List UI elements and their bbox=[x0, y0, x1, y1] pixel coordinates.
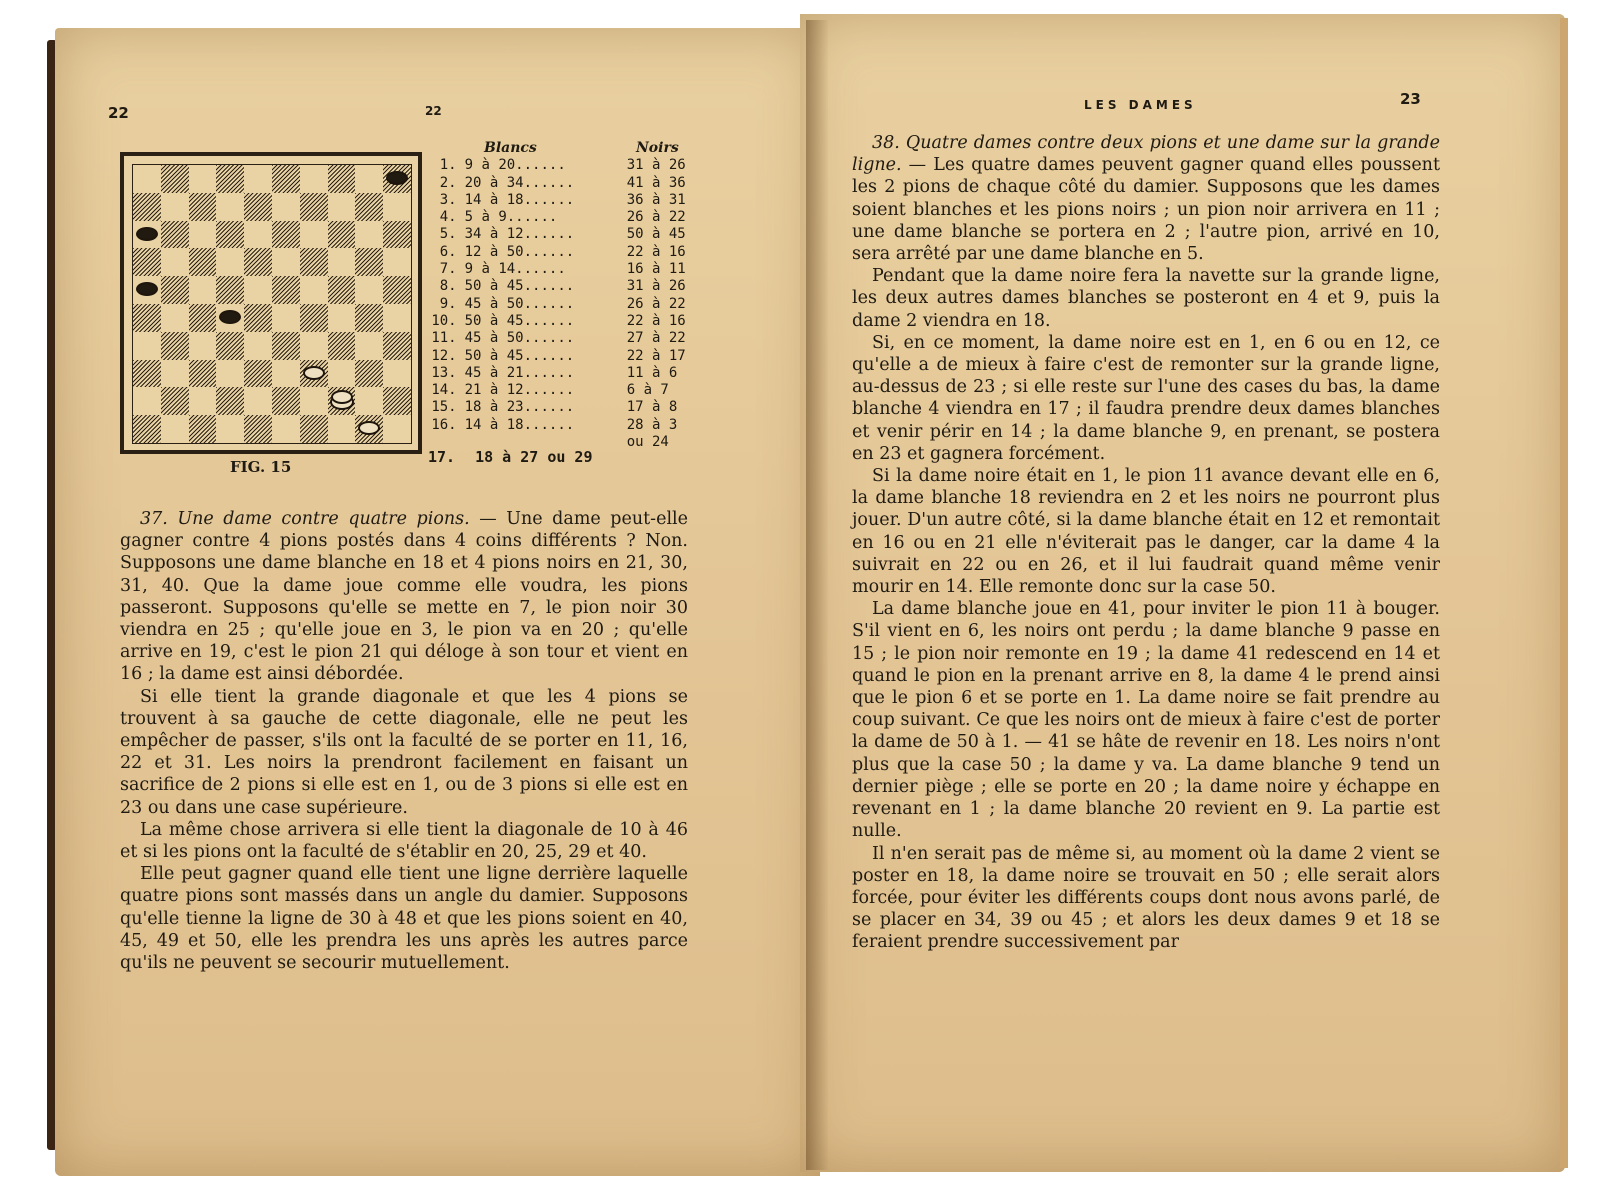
move-number: 15. bbox=[431, 399, 457, 416]
move-number: 12. bbox=[431, 347, 457, 364]
board-square bbox=[161, 415, 189, 443]
board-square bbox=[383, 360, 411, 388]
board-square bbox=[272, 304, 300, 332]
move-black: 26 à 22 bbox=[626, 295, 686, 312]
move-row bbox=[428, 313, 703, 330]
move-black: 16 à 11 bbox=[626, 261, 686, 278]
board-square bbox=[216, 304, 244, 332]
board-square bbox=[328, 304, 356, 332]
board-square bbox=[216, 193, 244, 221]
board-square bbox=[189, 304, 217, 332]
board-square bbox=[133, 415, 161, 443]
board-square bbox=[383, 387, 411, 415]
move-continuation-text: ou 24 bbox=[626, 434, 669, 451]
page-edges bbox=[1560, 18, 1568, 1168]
board-square bbox=[272, 360, 300, 388]
move-black: 22 à 16 bbox=[626, 312, 686, 329]
section-title-37: 37. Une dame contre quatre pions. — bbox=[140, 509, 497, 529]
board-square bbox=[161, 360, 189, 388]
move-number: 3. bbox=[439, 191, 457, 208]
move-white: 20 à 34...... bbox=[464, 174, 575, 191]
move-white: 9 à 14...... bbox=[464, 261, 566, 278]
paragraph: La dame blanche joue en 41, pour inviter le pion 11 à bouger. S'il vient en 6, les noirs ont perdu ; la dame blanche 9 passe en 15 ; le pion noir remonte en 19 ; la dame 41 redescend en 14 et quand le pion en la prenant arrive en 8, la dame 4 le prend ainsi que le pion 6 et se porte en 1. La dame noire se fait prendre au coup suivant. Ce que les noirs ont de mieux à faire c'est de porter la dame de 50 à 1. — 41 se hâte de revenir en 18. Les noirs n'ont plus que la case 50 ; la dame y va. La dame blanche 9 tend un dernier piège ; elle se porte en 20 ; la dame noire y échappe en revenant en 1 ; la dame blanche 20 revient en 9. La partie est nulle. bbox=[852, 599, 1440, 842]
move-row bbox=[428, 226, 703, 243]
paragraph-text: Les quatre dames peuvent gagner quand elles poussent les 2 pions de chaque côté du damier. Supposons que les dames soient blanches et les pions noirs ; un pion noir arrivera en 11 ; une dame blanche se portera en 2 ; l'autre pion, arrivé en 10, sera arrêté par une dame blanche en 5. bbox=[852, 155, 1440, 265]
move-white: 14 à 18...... bbox=[464, 416, 575, 433]
move-17-number: 17. bbox=[428, 448, 456, 466]
board-square bbox=[272, 248, 300, 276]
board-square bbox=[161, 387, 189, 415]
board-square bbox=[161, 248, 189, 276]
board-square bbox=[383, 221, 411, 249]
board-square bbox=[244, 193, 272, 221]
paragraph-text: Une dame peut-elle gagner contre 4 pions postés dans 4 coins différents ? Non. Supposons une dame blanche en 18 et 4 pions noirs en 21, 30, 31, 40. Que la dame joue comme elle voudra, les pions passeront. Supposons qu'elle se mette en 7, le pion noir 30 viendra en 25 ; qu'elle joue en 3, le pion va en 20 ; qu'elle arrive en 19, c'est le pion 21 qui déloge à son tour et vient en 16 ; la dame est ainsi débordée. bbox=[120, 509, 688, 685]
paragraph bbox=[120, 508, 688, 686]
move-white: 50 à 45...... bbox=[464, 278, 575, 295]
board-square bbox=[328, 193, 356, 221]
board-square bbox=[161, 304, 189, 332]
board-square bbox=[133, 360, 161, 388]
move-black: 6 à 7 bbox=[626, 382, 669, 399]
board-square bbox=[300, 360, 328, 388]
left-page-number-secondary: 22 bbox=[425, 104, 442, 118]
paragraph bbox=[852, 132, 1440, 265]
board-square bbox=[216, 387, 244, 415]
board-square bbox=[300, 221, 328, 249]
board-square bbox=[244, 276, 272, 304]
paragraph: Elle peut gagner quand elle tient une ligne derrière laquelle quatre pions sont massés dans un angle du damier. Supposons qu'elle tienne la ligne de 30 à 48 et que les pions soient en 40, 45, 49 et 50, elle les prendra les uns après les autres parce qu'ils ne peuvent se secourir mutuellement. bbox=[120, 864, 688, 974]
move-number: 10. bbox=[431, 312, 457, 329]
board-square bbox=[355, 221, 383, 249]
board-square bbox=[189, 387, 217, 415]
checkers-board bbox=[132, 164, 412, 444]
board-square bbox=[216, 276, 244, 304]
move-white: 50 à 45...... bbox=[464, 312, 575, 329]
move-white: 5 à 9...... bbox=[464, 209, 558, 226]
board-square bbox=[161, 276, 189, 304]
board-square bbox=[216, 165, 244, 193]
move-black: 11 à 6 bbox=[626, 364, 678, 381]
board-square bbox=[272, 276, 300, 304]
board-square bbox=[272, 165, 300, 193]
board-square bbox=[300, 304, 328, 332]
move-black: 28 à 3 bbox=[626, 416, 678, 433]
move-number: 9. bbox=[439, 295, 457, 312]
board-square bbox=[328, 276, 356, 304]
board-square bbox=[244, 332, 272, 360]
move-number: 8. bbox=[439, 278, 457, 295]
right-page-body bbox=[852, 132, 1440, 954]
moves-header bbox=[428, 140, 703, 157]
board-square bbox=[133, 304, 161, 332]
board-square bbox=[244, 221, 272, 249]
move-number: 16. bbox=[431, 416, 457, 433]
board-square bbox=[328, 387, 356, 415]
move-white: 12 à 50...... bbox=[464, 243, 575, 260]
board-square bbox=[272, 193, 300, 221]
move-number: 14. bbox=[431, 382, 457, 399]
move-row bbox=[428, 192, 703, 209]
board-square bbox=[133, 276, 161, 304]
board-square bbox=[355, 248, 383, 276]
move-black: 26 à 22 bbox=[626, 209, 686, 226]
board-square bbox=[189, 165, 217, 193]
board-square bbox=[300, 165, 328, 193]
board-square bbox=[355, 360, 383, 388]
board-square bbox=[328, 360, 356, 388]
paragraph: Si la dame noire était en 1, le pion 11 avance devant elle en 6, la dame blanche 18 reviendra en 2 et les noirs ne pourront plus jouer. D'un autre côté, si la dame blanche était en 12 et remontait en 16 ou en 21 elle n'éviterait pas le danger, car la dame 4 la suivrait en 22 ou en 26, et il lui faudrait quand même venir mourir en 14. Elle remonte donc sur la case 50. bbox=[852, 466, 1440, 598]
board-square bbox=[355, 332, 383, 360]
board-square bbox=[189, 221, 217, 249]
move-number: 2. bbox=[439, 174, 457, 191]
board-square bbox=[328, 332, 356, 360]
board-square bbox=[133, 248, 161, 276]
paragraph: Si, en ce moment, la dame noire est en 1, en 6 ou en 12, ce qu'elle a de mieux à faire c'est de remonter sur la grande ligne, au-dessus de 23 ; si elle reste sur l'une des cases du bas, la dame blanche 4 viendra en 17 ; il faudra prendre deux dames blanches et venir périr en 14 ; la dame blanche 9, en prenant, se postera en 23 et gagnera forcément. bbox=[852, 332, 1440, 464]
move-black: 22 à 16 bbox=[626, 243, 686, 260]
figure-caption: FIG. 15 bbox=[230, 458, 292, 476]
move-number: 13. bbox=[431, 364, 457, 381]
book-spine bbox=[806, 20, 828, 1170]
board-square bbox=[300, 332, 328, 360]
paragraph: Si elle tient la grande diagonale et que les 4 pions se trouvent à sa gauche de cette diagonale, elle ne peut les empêcher de passer, s'ils ont la faculté de se porter en 11, 16, 22 et 31. Les noirs la prendront facilement en faisant un sacrifice de 2 pions si elle est en 1, ou de 3 pions si elle est en 23 ou dans une case supérieure. bbox=[120, 686, 688, 818]
board-square bbox=[355, 165, 383, 193]
board-square bbox=[244, 415, 272, 443]
move-number: 4. bbox=[439, 209, 457, 226]
board-square bbox=[133, 387, 161, 415]
move-row bbox=[428, 296, 703, 313]
paragraph: La même chose arrivera si elle tient la diagonale de 10 à 46 et si les pions ont la faculté de s'établir en 20, 25, 29 et 40. bbox=[120, 819, 688, 863]
move-white: 21 à 12...... bbox=[464, 382, 575, 399]
board-square bbox=[328, 415, 356, 443]
board-square bbox=[355, 193, 383, 221]
move-white: 34 à 12...... bbox=[464, 226, 575, 243]
move-white: 45 à 21...... bbox=[464, 364, 575, 381]
board-square bbox=[189, 415, 217, 443]
board-square bbox=[133, 193, 161, 221]
board-square bbox=[328, 248, 356, 276]
board-square bbox=[244, 360, 272, 388]
move-black: 31 à 26 bbox=[626, 157, 686, 174]
board-square bbox=[161, 193, 189, 221]
board-square bbox=[189, 360, 217, 388]
left-page-number: 22 bbox=[108, 104, 129, 122]
black-piece bbox=[386, 171, 408, 185]
black-piece bbox=[219, 310, 241, 324]
move-17-text: 18 à 27 ou 29 bbox=[475, 448, 593, 466]
board-square bbox=[161, 221, 189, 249]
board-square bbox=[383, 276, 411, 304]
board-square bbox=[300, 415, 328, 443]
board-square bbox=[133, 165, 161, 193]
move-number: 11. bbox=[431, 330, 457, 347]
paragraph: Il n'en serait pas de même si, au moment où la dame 2 vient se poster en 18, la dame noire se trouvait en 50 ; elle serait alors forcée, pour éviter les différents coups dont nous avons parlé, de se placer en 34, 39 ou 45 ; et alors les deux dames 9 et 18 se feraient prendre successivement par bbox=[852, 843, 1440, 953]
board-square bbox=[383, 332, 411, 360]
move-white: 45 à 50...... bbox=[464, 295, 575, 312]
paragraph: Pendant que la dame noire fera la navette sur la grande ligne, les deux autres dames blanches se posteront en 4 et 9, puis la dame 2 viendra en 18. bbox=[852, 266, 1440, 331]
board-square bbox=[355, 276, 383, 304]
move-row bbox=[428, 278, 703, 295]
move-black: 31 à 26 bbox=[626, 278, 686, 295]
move-row bbox=[428, 209, 703, 226]
board-square bbox=[383, 193, 411, 221]
board-square bbox=[272, 415, 300, 443]
board-square bbox=[355, 415, 383, 443]
board-square bbox=[272, 332, 300, 360]
board-square bbox=[383, 304, 411, 332]
left-page-body bbox=[120, 508, 688, 974]
running-head: LES DAMES bbox=[1084, 98, 1197, 112]
board-square bbox=[244, 248, 272, 276]
move-black: 50 à 45 bbox=[626, 226, 686, 243]
moves-header-white: Blancs bbox=[484, 140, 537, 156]
move-number: 5. bbox=[439, 226, 457, 243]
board-square bbox=[328, 165, 356, 193]
checkers-board-figure bbox=[120, 152, 422, 454]
move-black: 22 à 17 bbox=[626, 347, 686, 364]
move-row bbox=[428, 157, 703, 174]
move-row bbox=[428, 348, 703, 365]
board-square bbox=[383, 248, 411, 276]
move-row bbox=[428, 261, 703, 278]
board-square bbox=[300, 193, 328, 221]
move-white: 50 à 45...... bbox=[464, 347, 575, 364]
board-square bbox=[383, 165, 411, 193]
board-square bbox=[272, 387, 300, 415]
board-square bbox=[300, 276, 328, 304]
white-piece bbox=[358, 421, 380, 435]
move-row bbox=[428, 175, 703, 192]
board-square bbox=[300, 248, 328, 276]
move-number: 1. bbox=[439, 157, 457, 174]
board-square bbox=[133, 221, 161, 249]
board-square bbox=[133, 332, 161, 360]
move-white: 14 à 18...... bbox=[464, 191, 575, 208]
move-white: 9 à 20...... bbox=[464, 157, 566, 174]
right-page-number: 23 bbox=[1400, 90, 1421, 108]
white-piece bbox=[331, 390, 353, 404]
board-square bbox=[161, 332, 189, 360]
move-number: 7. bbox=[439, 261, 457, 278]
board-square bbox=[189, 276, 217, 304]
move-row bbox=[428, 365, 703, 382]
board-square bbox=[189, 332, 217, 360]
move-black: 36 à 31 bbox=[626, 191, 686, 208]
moves-table bbox=[428, 140, 703, 451]
board-square bbox=[244, 165, 272, 193]
board-square bbox=[328, 221, 356, 249]
moves-list bbox=[428, 157, 703, 434]
move-white: 18 à 23...... bbox=[464, 399, 575, 416]
board-square bbox=[355, 304, 383, 332]
board-square bbox=[216, 248, 244, 276]
board-square bbox=[216, 332, 244, 360]
move-row bbox=[428, 382, 703, 399]
board-square bbox=[272, 221, 300, 249]
section-title-38: 38. Quatre dames contre deux pions et une dame sur la grande ligne. — bbox=[852, 133, 1440, 176]
move-black: 17 à 8 bbox=[626, 399, 678, 416]
moves-header-black: Noirs bbox=[636, 140, 679, 156]
board-square bbox=[244, 304, 272, 332]
move-17 bbox=[428, 448, 593, 466]
move-white: 45 à 50...... bbox=[464, 330, 575, 347]
move-row bbox=[428, 330, 703, 347]
board-square bbox=[383, 415, 411, 443]
board-square bbox=[300, 387, 328, 415]
board-square bbox=[216, 221, 244, 249]
board-square bbox=[189, 248, 217, 276]
black-piece bbox=[136, 227, 158, 241]
move-row bbox=[428, 244, 703, 261]
board-square bbox=[244, 387, 272, 415]
move-row bbox=[428, 399, 703, 416]
white-piece bbox=[303, 366, 325, 380]
black-piece bbox=[136, 282, 158, 296]
board-square bbox=[355, 387, 383, 415]
move-black: 27 à 22 bbox=[626, 330, 686, 347]
board-square bbox=[161, 165, 189, 193]
move-black: 41 à 36 bbox=[626, 174, 686, 191]
board-square bbox=[189, 193, 217, 221]
move-number: 6. bbox=[439, 243, 457, 260]
move-row bbox=[428, 417, 703, 434]
board-square bbox=[216, 360, 244, 388]
board-square bbox=[216, 415, 244, 443]
